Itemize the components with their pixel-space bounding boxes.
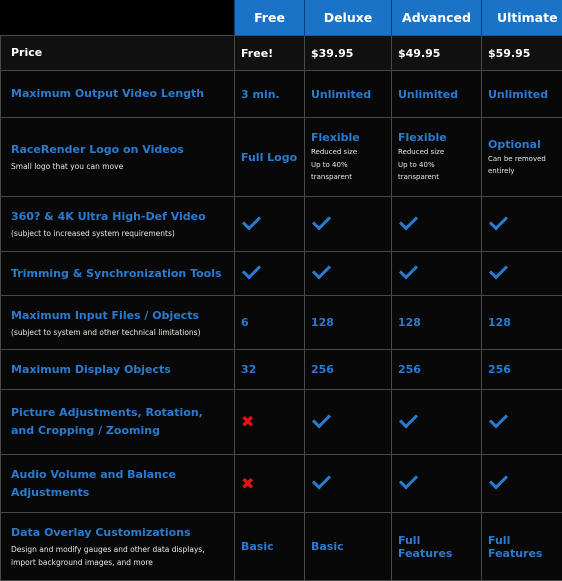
cross-icon: ✖ [241, 412, 254, 431]
checkmark-icon [242, 260, 261, 279]
cross-icon: ✖ [241, 474, 254, 493]
plan-header-advanced: Advanced [392, 0, 482, 36]
feature-title: RaceRender Logo on Videos [11, 141, 228, 159]
checkmark-icon [242, 211, 261, 230]
checkmark-icon [312, 470, 331, 489]
plan-value-cell [235, 455, 305, 513]
plan-value-cell: $59.95 [482, 36, 562, 71]
plan-value-cell [235, 197, 305, 252]
plan-value-detail: Can be removed [488, 153, 562, 166]
plan-value-cell: 128 [305, 296, 392, 350]
plan-value-cell [482, 118, 562, 197]
checkmark-icon [489, 470, 508, 489]
plan-value-cell: 3 min. [235, 71, 305, 118]
plan-value-cell: 256 [305, 350, 392, 390]
plan-value-cell [305, 252, 392, 296]
plan-value-cell: 32 [235, 350, 305, 390]
checkmark-icon [489, 409, 508, 428]
feature-cell [1, 71, 235, 118]
plan-value-cell [392, 252, 482, 296]
feature-row [1, 390, 562, 455]
feature-row [1, 252, 562, 296]
plan-value-cell: 256 [482, 350, 562, 390]
feature-title: Maximum Input Files / Objects [11, 307, 228, 325]
checkmark-icon [399, 470, 418, 489]
plan-value-cell [392, 118, 482, 197]
checkmark-icon [312, 211, 331, 230]
plan-value-cell: Full Logo [235, 118, 305, 197]
plan-value-detail: Reduced size [311, 146, 385, 159]
plan-value-cell [305, 118, 392, 197]
feature-row [1, 197, 562, 252]
header-corner [1, 0, 235, 36]
plan-value-detail: transparent [398, 171, 475, 184]
feature-cell [1, 252, 235, 296]
feature-row [1, 350, 562, 390]
checkmark-icon [312, 260, 331, 279]
plan-value-cell: Unlimited [305, 71, 392, 118]
feature-row [1, 71, 562, 118]
plan-value-cell [305, 455, 392, 513]
feature-title: Maximum Output Video Length [11, 85, 228, 103]
plan-value-cell: Full Features [482, 513, 562, 581]
plan-value-cell: Basic [235, 513, 305, 581]
plan-value-cell [482, 390, 562, 455]
feature-title: 360? & 4K Ultra High-Def Video [11, 208, 228, 226]
feature-cell [1, 296, 235, 350]
plan-value-cell: 128 [482, 296, 562, 350]
feature-title: Audio Volume and Balance Adjustments [11, 466, 228, 502]
plan-header-row [1, 0, 562, 36]
checkmark-icon [312, 409, 331, 428]
feature-title: Price [11, 44, 228, 62]
plan-header-ultimate: Ultimate [482, 0, 562, 36]
feature-row [1, 296, 562, 350]
checkmark-icon [399, 260, 418, 279]
feature-title: Maximum Display Objects [11, 361, 228, 379]
plan-value-cell [235, 390, 305, 455]
plan-value-detail: Up to 40% [398, 159, 475, 172]
feature-subtitle: Design and modify gauges and other data displays, import background images, and more [11, 543, 228, 569]
plan-value-detail: entirely [488, 165, 562, 178]
feature-subtitle: (subject to system and other technical limitations) [11, 326, 228, 339]
feature-cell [1, 390, 235, 455]
feature-title: Trimming & Synchronization Tools [11, 265, 228, 283]
checkmark-icon [489, 260, 508, 279]
plan-value-cell: Unlimited [482, 71, 562, 118]
plan-value-cell [392, 197, 482, 252]
feature-subtitle: (subject to increased system requirements) [11, 227, 228, 240]
feature-title: Picture Adjustments, Rotation, and Cropping / Zooming [11, 404, 228, 440]
plan-value-cell: Full Features [392, 513, 482, 581]
feature-subtitle: Small logo that you can move [11, 160, 228, 173]
plan-header-deluxe: Deluxe [305, 0, 392, 36]
feature-cell [1, 350, 235, 390]
checkmark-icon [399, 409, 418, 428]
feature-cell [1, 36, 235, 71]
plan-value-cell [305, 390, 392, 455]
plan-value-cell: Basic [305, 513, 392, 581]
plan-value-cell [305, 197, 392, 252]
plan-value-cell: 256 [392, 350, 482, 390]
plan-value-detail: Reduced size [398, 146, 475, 159]
plan-value-cell [482, 455, 562, 513]
feature-cell [1, 118, 235, 197]
plan-value-cell [482, 252, 562, 296]
plan-value-cell: Unlimited [392, 71, 482, 118]
checkmark-icon [399, 211, 418, 230]
checkmark-icon [489, 211, 508, 230]
plan-value-cell [482, 197, 562, 252]
plan-value-cell: $49.95 [392, 36, 482, 71]
plan-value-detail: Up to 40% [311, 159, 385, 172]
feature-row [1, 36, 562, 71]
plan-value-cell: 6 [235, 296, 305, 350]
feature-row [1, 513, 562, 581]
plan-value-cell [392, 390, 482, 455]
feature-row [1, 118, 562, 197]
plan-value-cell [392, 455, 482, 513]
feature-title: Data Overlay Customizations [11, 524, 228, 542]
plan-value-cell: 128 [392, 296, 482, 350]
plan-value-title: Flexible [311, 130, 385, 146]
feature-row [1, 455, 562, 513]
feature-cell [1, 513, 235, 581]
plan-value-detail: transparent [311, 171, 385, 184]
plan-header-free: Free [235, 0, 305, 36]
plan-value-cell [235, 252, 305, 296]
feature-rows [1, 36, 562, 581]
feature-cell [1, 455, 235, 513]
feature-cell [1, 197, 235, 252]
plan-value-cell: $39.95 [305, 36, 392, 71]
plan-value-title: Flexible [398, 130, 475, 146]
plan-value-title: Optional [488, 137, 562, 153]
plan-value-cell: Free! [235, 36, 305, 71]
